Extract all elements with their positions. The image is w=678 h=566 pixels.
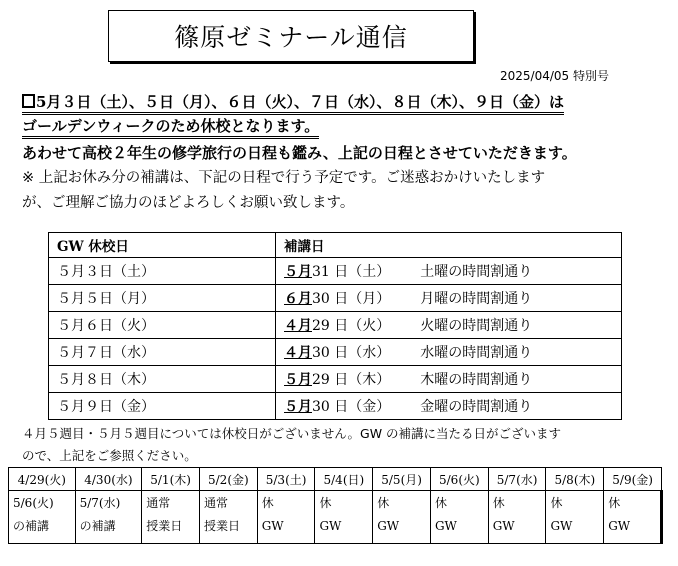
table-header-row bbox=[49, 233, 622, 258]
status-line-2: の補講 bbox=[13, 519, 50, 533]
status-line-2: 授業日 bbox=[203, 519, 240, 533]
makeup-day: 30 日（金） bbox=[312, 399, 391, 415]
calendar-date-row bbox=[9, 468, 662, 491]
makeup-schedule-table bbox=[48, 232, 622, 420]
status-line-2: GW bbox=[434, 519, 457, 533]
closed-day-cell: ５月５日（月） bbox=[49, 285, 276, 312]
calendar-date-cell: 4/30(水) bbox=[75, 468, 142, 491]
status-line-1: 休 bbox=[319, 496, 332, 510]
holiday-line-2: ゴールデンウィークのため休校となります。 bbox=[22, 115, 672, 139]
makeup-day-cell bbox=[276, 285, 622, 312]
calendar-status-cell bbox=[75, 491, 142, 544]
calendar-status-cell bbox=[142, 491, 200, 544]
calendar-status-cell bbox=[488, 491, 546, 544]
status-line-2: GW bbox=[492, 519, 515, 533]
makeup-day-cell bbox=[276, 339, 622, 366]
makeup-day-cell bbox=[276, 393, 622, 420]
calendar-date-cell: 4/29(火) bbox=[9, 468, 76, 491]
table-row bbox=[49, 366, 622, 393]
makeup-month: ５月 bbox=[284, 372, 312, 388]
gw-calendar-table bbox=[8, 467, 663, 544]
makeup-timetable: 月曜の時間割通り bbox=[420, 291, 533, 307]
status-line-1: 休 bbox=[434, 496, 447, 510]
makeup-day: 29 日（火） bbox=[312, 318, 391, 334]
calendar-status-cell bbox=[604, 491, 662, 544]
makeup-day-cell bbox=[276, 366, 622, 393]
closed-day-cell: ５月９日（金） bbox=[49, 393, 276, 420]
footnote-line-1: ４月５週目・５月５週目については休校日がございません。GW の補講に当たる日がございます bbox=[22, 426, 562, 441]
status-line-1: 休 bbox=[608, 496, 621, 510]
table-row bbox=[49, 258, 622, 285]
status-line-1: 5/6(火) bbox=[13, 496, 54, 510]
status-line-1: 休 bbox=[261, 496, 274, 510]
calendar-status-cell bbox=[373, 491, 431, 544]
closed-day-cell: ５月８日（木） bbox=[49, 366, 276, 393]
calendar-status-cell bbox=[199, 491, 257, 544]
calendar-date-cell: 5/1(木) bbox=[142, 468, 200, 491]
status-line-1: 5/7(水) bbox=[79, 496, 121, 510]
makeup-day: 30 日（水） bbox=[312, 345, 391, 361]
status-line-2: GW bbox=[261, 519, 284, 533]
calendar-status-cell bbox=[315, 491, 373, 544]
calendar-date-cell: 5/2(金) bbox=[199, 468, 257, 491]
status-line-1: 通常 bbox=[203, 496, 228, 510]
school-trip-line: あわせて高校２年生の修学旅行の日程も鑑み、上記の日程とさせていただきます。 bbox=[22, 144, 577, 162]
table-row bbox=[49, 339, 622, 366]
table-row bbox=[49, 285, 622, 312]
makeup-month: ４月 bbox=[284, 318, 312, 334]
holiday-notice bbox=[22, 91, 672, 216]
footnote bbox=[22, 423, 561, 467]
table-row bbox=[49, 393, 622, 420]
status-line-2: GW bbox=[608, 519, 631, 533]
makeup-day: 31 日（土） bbox=[312, 264, 391, 280]
status-line-1: 休 bbox=[550, 496, 563, 510]
makeup-month: ５月 bbox=[284, 399, 312, 415]
status-line-2: 授業日 bbox=[146, 519, 183, 533]
makeup-day-cell bbox=[276, 258, 622, 285]
calendar-status-cell bbox=[546, 491, 604, 544]
calendar-date-cell: 5/4(日) bbox=[315, 468, 373, 491]
closed-day-cell: ５月６日（火） bbox=[49, 312, 276, 339]
status-line-2: GW bbox=[550, 519, 573, 533]
status-line-1: 休 bbox=[377, 496, 390, 510]
makeup-timetable: 金曜の時間割通り bbox=[420, 399, 533, 415]
calendar-status-cell bbox=[257, 491, 315, 544]
makeup-timetable: 土曜の時間割通り bbox=[420, 264, 533, 280]
calendar-status-cell bbox=[430, 491, 488, 544]
makeup-month: ４月 bbox=[284, 345, 312, 361]
header-makeup-days: 補講日 bbox=[276, 233, 622, 258]
makeup-month: ６月 bbox=[284, 291, 312, 307]
closed-day-cell: ５月７日（水） bbox=[49, 339, 276, 366]
makeup-timetable: 火曜の時間割通り bbox=[420, 318, 533, 334]
makeup-month: ５月 bbox=[284, 264, 312, 280]
calendar-date-cell: 5/6(火) bbox=[430, 468, 488, 491]
issue-date: 2025/04/05 特別号 bbox=[500, 69, 609, 83]
makeup-day-cell bbox=[276, 312, 622, 339]
makeup-note-2: が、ご理解ご協力のほどよろしくお願い致します。 bbox=[22, 195, 355, 211]
closed-day-cell: ５月３日（土） bbox=[49, 258, 276, 285]
makeup-timetable: 水曜の時間割通り bbox=[420, 345, 533, 361]
makeup-day: 30 日（月） bbox=[312, 291, 391, 307]
calendar-date-cell: 5/8(木) bbox=[546, 468, 604, 491]
table-row bbox=[49, 312, 622, 339]
holiday-line-1 bbox=[22, 91, 672, 115]
status-line-2: の補講 bbox=[79, 519, 116, 533]
checkbox-icon bbox=[22, 94, 35, 108]
footnote-line-2: ので、上記をご参照ください。 bbox=[22, 448, 197, 463]
calendar-date-cell: 5/7(水) bbox=[488, 468, 546, 491]
newsletter-title: 篠原ゼミナール通信 bbox=[174, 23, 408, 52]
status-line-1: 通常 bbox=[146, 496, 171, 510]
calendar-status-row bbox=[9, 491, 662, 544]
makeup-timetable: 木曜の時間割通り bbox=[420, 372, 533, 388]
makeup-note-1: ※ 上記お休み分の補講は、下記の日程で行う予定です。ご迷惑おかけいたします bbox=[22, 170, 546, 186]
header-closed-days: GW 休校日 bbox=[49, 233, 276, 258]
calendar-date-cell: 5/3(土) bbox=[257, 468, 315, 491]
status-line-1: 休 bbox=[492, 496, 505, 510]
holiday-line-1-underline: 5月３日（土）、５日（月）、６日（火）、７日（水）、８日（木）、９日（金）は bbox=[22, 92, 564, 115]
calendar-date-cell: 5/9(金) bbox=[604, 468, 662, 491]
calendar-date-cell: 5/5(月) bbox=[373, 468, 431, 491]
calendar-status-cell bbox=[9, 491, 76, 544]
makeup-day: 29 日（木） bbox=[312, 372, 391, 388]
status-line-2: GW bbox=[319, 519, 342, 533]
newsletter-title-box bbox=[108, 10, 474, 62]
status-line-2: GW bbox=[377, 519, 400, 533]
